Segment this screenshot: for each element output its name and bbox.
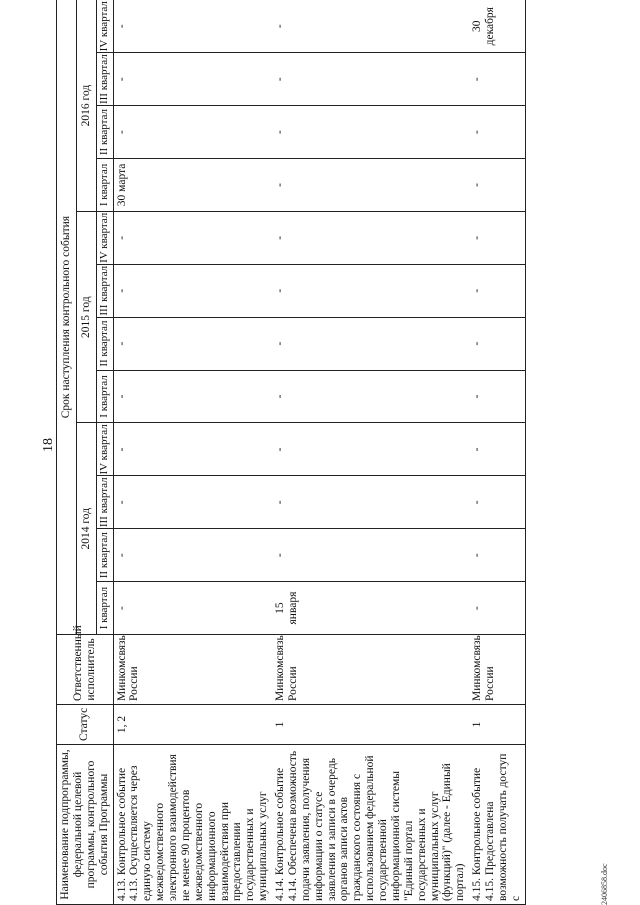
deadline-cell: -	[469, 317, 525, 370]
table-row	[113, 0, 272, 905]
deadline-cell: -	[113, 264, 272, 317]
table-row	[272, 0, 469, 905]
deadline-cell: -	[469, 211, 525, 264]
header-quarter: II квартал	[96, 106, 113, 159]
header-quarter: III квартал	[96, 264, 113, 317]
deadline-cell: -	[113, 317, 272, 370]
deadline-cell: -	[469, 529, 525, 582]
deadline-cell: 30 марта	[113, 158, 272, 211]
deadline-cell: -	[272, 264, 469, 317]
event-status: 1	[272, 705, 469, 745]
event-name: 4.14. Контрольное событие 4.14. Обеспечена возможность подачи заявления, получения информации о статусе заявления и записи в очередь органов записи актов гражданского состояния с использованием федеральной государственной информационной системы "Единый портал государственных и муниципальных услуг (функций)" (далее - Единый портал)	[272, 745, 469, 905]
deadline-cell: -	[469, 158, 525, 211]
header-quarter: I квартал	[96, 582, 113, 635]
header-quarter: III квартал	[96, 53, 113, 106]
event-status: 1	[469, 705, 525, 745]
event-name: 4.13. Контрольное событие 4.13. Осуществляется через единую систему межведомственного электронного взаимодействия не менее 90 процентов межведомственного информационного взаимодействия при предоставлении государственных и муниципальных услуг	[113, 745, 272, 905]
header-quarter: IV квартал	[96, 0, 113, 53]
deadline-cell: -	[272, 158, 469, 211]
deadline-cell: -	[272, 211, 469, 264]
header-name: Наименование подпрограммы, федеральной целевой программы, контрольного события Программы	[57, 745, 114, 905]
header-quarter: IV квартал	[96, 211, 113, 264]
deadline-cell: -	[113, 106, 272, 159]
page-number: 18	[41, 438, 56, 452]
header-quarter: III квартал	[96, 476, 113, 529]
deadline-cell: 30 декабря	[469, 0, 525, 53]
header-deadline: Срок наступления контрольного события	[57, 0, 77, 635]
deadline-cell: -	[272, 106, 469, 159]
control-events-table	[56, 0, 526, 905]
deadline-cell: -	[272, 529, 469, 582]
footer-file-name: 2406858.doc	[600, 863, 609, 905]
deadline-cell: -	[113, 423, 272, 476]
deadline-cell: -	[469, 264, 525, 317]
deadline-cell: -	[272, 53, 469, 106]
header-quarter: II квартал	[96, 317, 113, 370]
deadline-cell: -	[469, 370, 525, 423]
header-quarter: II квартал	[96, 529, 113, 582]
event-name: 4.15. Контрольное событие 4.15. Предоставлена возможность получать доступ с	[469, 745, 525, 905]
deadline-cell: -	[113, 0, 272, 53]
header-quarter: I квартал	[96, 158, 113, 211]
header-year: 2014 год	[76, 423, 96, 635]
deadline-cell: -	[469, 582, 525, 635]
deadline-cell: -	[469, 53, 525, 106]
header-year: 2015 год	[76, 211, 96, 423]
deadline-cell: -	[113, 370, 272, 423]
deadline-cell: -	[113, 53, 272, 106]
table-row	[469, 0, 525, 905]
deadline-cell: -	[469, 423, 525, 476]
header-quarter: IV квартал	[96, 423, 113, 476]
deadline-cell: 15 января	[272, 582, 469, 635]
event-responsible: Минкомсвязь России	[469, 635, 525, 705]
header-status: Статус	[57, 705, 114, 745]
event-status: 1, 2	[113, 705, 272, 745]
header-responsible: Ответственный исполнитель	[57, 635, 114, 705]
deadline-cell: -	[272, 370, 469, 423]
event-responsible: Минкомсвязь России	[272, 635, 469, 705]
deadline-cell: -	[113, 582, 272, 635]
deadline-cell: -	[272, 476, 469, 529]
event-responsible: Минкомсвязь России	[113, 635, 272, 705]
rotated-table-container	[56, 0, 616, 905]
deadline-cell: -	[272, 423, 469, 476]
deadline-cell: -	[469, 476, 525, 529]
header-year: 2016 год	[76, 0, 96, 211]
header-quarter: I квартал	[96, 370, 113, 423]
deadline-cell: -	[113, 211, 272, 264]
deadline-cell: -	[113, 529, 272, 582]
deadline-cell: -	[272, 317, 469, 370]
deadline-cell: -	[113, 476, 272, 529]
deadline-cell: -	[469, 106, 525, 159]
deadline-cell: -	[272, 0, 469, 53]
